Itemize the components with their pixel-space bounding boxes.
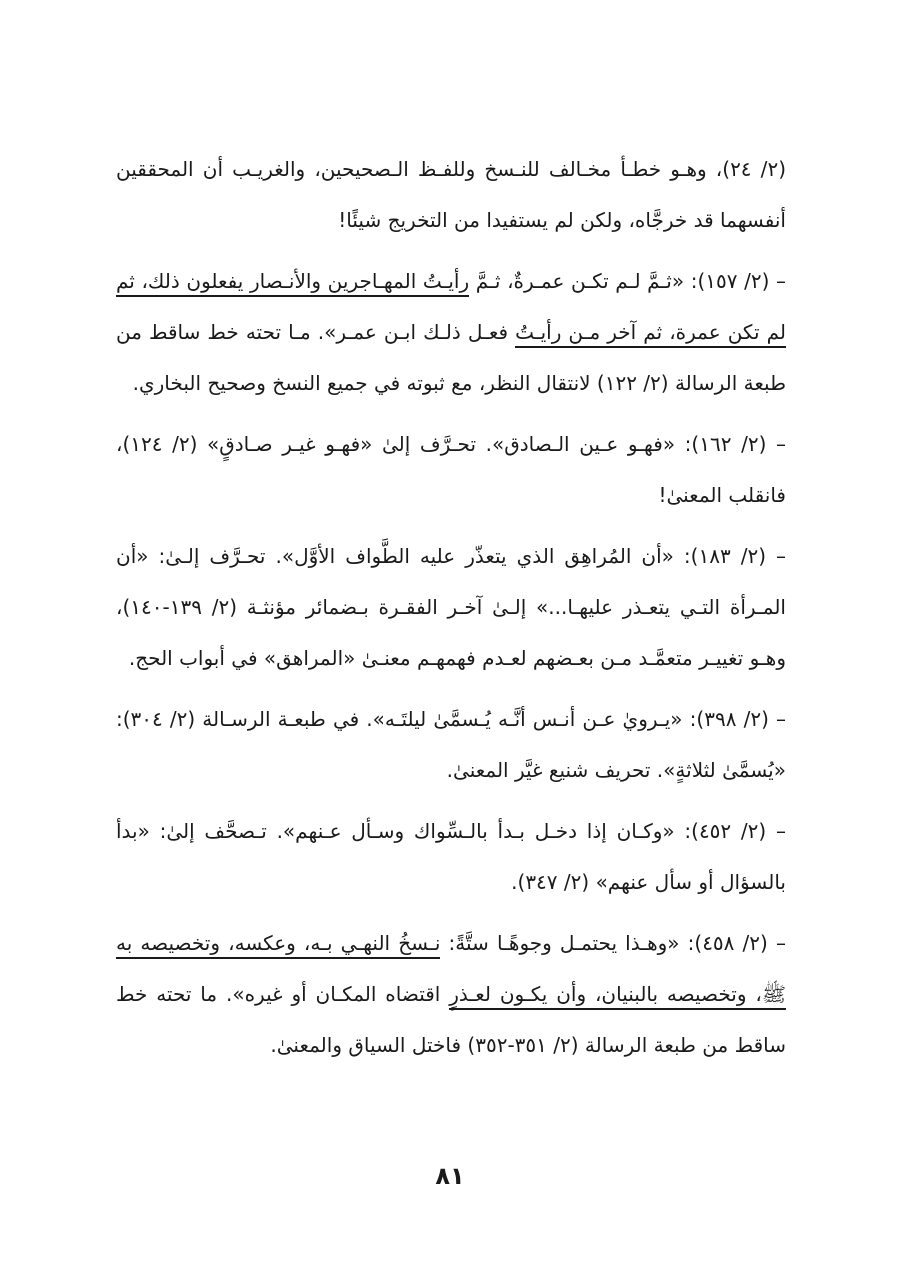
paragraph-text: – (٢/ ١٥٧): «ثـمَّ لـم تكـن عمـرةٌ، ثـمَّ — [469, 269, 786, 293]
paragraph-text: – (٢/ ٤٥٢): «وكـان إذا دخـل بـدأ بالـسِّواك وسـأل عـنهم». تـصحَّف إلىٰ: «بدأ بالسؤال أو سأل عنهم» (٢/ ٣٤٧). — [116, 819, 786, 894]
paragraph-text: – (٢/ ١٨٣): «أن المُراهِق الذي يتعذّر عليه الطَّواف الأوَّل». تحـرَّف إلـىٰ: «أن المـرأة التـي يتعـذر عليهـا...» إلـىٰ آخـر الفقـرة بـضمائر مؤنثـة (٢/ ١٣٩-١٤٠)، وهـو تغييـر متعمَّـد مـن بعـضهم لعـدم فهمهـم معنـىٰ «المراهق» في أبواب الحج. — [116, 544, 786, 670]
text-body — [116, 144, 786, 1081]
paragraph-4 — [116, 531, 786, 684]
underlined-text: رأيـتُ المهـاجرين والأنـصار يفعلون ذلك، ثم لم تكن عمرة، ثم آخر مـن رأيـتُ — [116, 269, 786, 348]
underlined-text: نـسخُ النهـي بـه، وعكسه، وتخصيصه به ﷺ، وتخصيصه بالبنيان، وأن يكـون لعـذرٍ — [116, 931, 786, 1010]
paragraph-1 — [116, 144, 786, 246]
paragraph-5 — [116, 694, 786, 796]
paragraph-text: – (٢/ ١٦٢): «فهـو عـين الـصادق». تحـرَّف إلىٰ «فهـو غيـر صـادقٍ» (٢/ ١٢٤)، فانقلب المعنىٰ! — [116, 432, 786, 507]
paragraph-3 — [116, 419, 786, 521]
paragraph-7 — [116, 918, 786, 1071]
paragraph-text: اقتضاه المكـان أو غيره». ما تحته خط ساقط من طبعة الرسالة (٢/ ٣٥١-٣٥٢) فاختل السياق والمعنىٰ. — [116, 982, 786, 1057]
paragraph-text: – (٢/ ٤٥٨): «وهـذا يحتمـل وجوهًـا ستَّةً: — [440, 931, 786, 955]
page-number: ٨١ — [435, 1162, 465, 1190]
paragraph-text: – (٢/ ٣٩٨): «يـرويٰ عـن أنـس أنَّـه يُـسمَّىٰ ليلتَـه». في طبعـة الرسـالة (٢/ ٣٠٤): «يُسمَّىٰ لثلاثةٍ». تحريف شنيع غيَّر المعنىٰ. — [116, 707, 786, 782]
paragraph-6 — [116, 806, 786, 908]
paragraph-text: (٢/ ٢٤)، وهـو خطـأ مخـالف للنـسخ وللفـظ الـصحيحين، والغريـب أن المحققين أنفسهما قد خرجَّاه، ولكن لم يستفيدا من التخريج شيئًا! — [116, 157, 786, 232]
paragraph-text: فعـل ذلـك ابـن عمـر». مـا تحته خط ساقط من طبعة الرسالة (٢/ ١٢٢) لانتقال النظر، مع ثبوته في جميع النسخ وصحيح البخاري. — [116, 320, 786, 395]
paragraph-2 — [116, 256, 786, 409]
